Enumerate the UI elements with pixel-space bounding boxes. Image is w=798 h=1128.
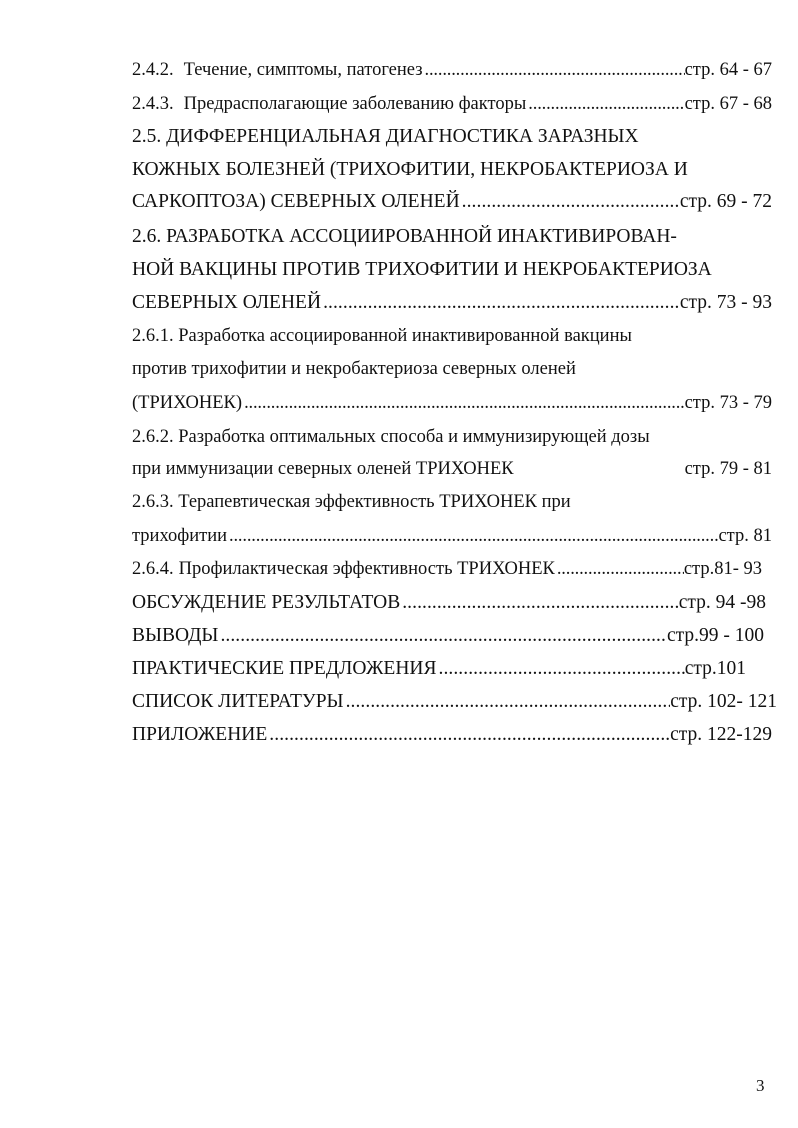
toc-entry-2-6-2-line-1: 2.6.2. Разработка оптимальных способа и иммунизирующей дозы <box>132 427 650 447</box>
page-range: стр. 102- 121 <box>670 691 777 712</box>
leader-dots <box>423 58 685 82</box>
toc-entry-2-5-line-3 <box>132 190 772 214</box>
leader-dots <box>344 690 671 714</box>
toc-entry-2-6-1-line-2: против трихофитии и некробактериоза северных оленей <box>132 359 576 379</box>
toc-entry-2-6-line-2: НОЙ ВАКЦИНЫ ПРОТИВ ТРИХОФИТИИ И НЕКРОБАКТЕРИОЗА <box>132 259 712 280</box>
leader-dots <box>267 723 670 747</box>
page-range: стр. 81 <box>718 526 772 546</box>
toc-entry-2-5-line-2: КОЖНЫХ БОЛЕЗНЕЙ (ТРИХОФИТИИ, НЕКРОБАКТЕРИОЗА И <box>132 159 688 180</box>
section-number: 2.6.4. <box>132 559 174 579</box>
page-range: стр.99 - 100 <box>666 625 764 646</box>
toc-entry-2-6-2-line-2 <box>132 457 772 481</box>
leader-dots <box>218 624 667 648</box>
section-title: ОБСУЖДЕНИЕ РЕЗУЛЬТАТОВ <box>132 592 401 613</box>
toc-entry-2-5-line-1: 2.5. ДИФФЕРЕНЦИАЛЬНАЯ ДИАГНОСТИКА ЗАРАЗНЫХ <box>132 126 639 147</box>
section-title: СЕВЕРНЫХ ОЛЕНЕЙ <box>132 292 322 313</box>
toc-entry-practical-proposals <box>132 657 746 681</box>
toc-entry-2-6-3-line-2 <box>132 524 772 548</box>
section-title: САРКОПТОЗА) СЕВЕРНЫХ ОЛЕНЕЙ <box>132 191 460 212</box>
toc-entry-2-4-3 <box>132 92 772 116</box>
section-number: 2.4.3. <box>132 94 174 114</box>
section-title: ВЫВОДЫ <box>132 625 219 646</box>
section-title: Предрасполагающие заболеванию факторы <box>183 94 527 114</box>
toc-entry-conclusions <box>132 624 764 648</box>
toc-entry-2-4-2 <box>132 58 772 82</box>
toc-entry-appendix <box>132 723 772 747</box>
page-range: стр. 69 - 72 <box>679 191 772 212</box>
leader-dots <box>526 92 684 116</box>
leader-dots <box>555 557 684 581</box>
page-range: стр. 64 - 67 <box>684 60 772 80</box>
toc-entry-2-6-line-3 <box>132 291 772 315</box>
page-range: стр. 122-129 <box>670 724 772 745</box>
section-title: ПРИЛОЖЕНИЕ <box>132 724 268 745</box>
toc-entry-references <box>132 690 777 714</box>
leader-dots <box>400 591 678 615</box>
page-range: стр. 79 - 81 <box>684 459 772 479</box>
section-title: Течение, симптомы, патогенез <box>183 60 423 80</box>
leader-dots <box>460 190 680 214</box>
section-title: СПИСОК ЛИТЕРАТУРЫ <box>132 691 344 712</box>
toc-entry-2-6-4 <box>132 557 762 581</box>
page-range: стр.81- 93 <box>683 559 762 579</box>
section-title: трихофитии <box>132 526 228 546</box>
toc-entry-discussion <box>132 591 766 615</box>
leader-dots <box>321 291 680 315</box>
page-range: стр. 94 -98 <box>678 592 766 613</box>
section-title: Профилактическая эффективность ТРИХОНЕК <box>178 559 555 579</box>
section-number: 2.4.2. <box>132 60 174 80</box>
page-range: стр. 73 - 79 <box>684 393 772 413</box>
section-title: при иммунизации северных оленей ТРИХОНЕК <box>132 459 514 479</box>
page-range: стр.101 <box>684 658 746 679</box>
toc-entry-2-6-1-line-1: 2.6.1. Разработка ассоциированной инактивированной вакцины <box>132 326 632 346</box>
toc-entry-2-6-1-line-3 <box>132 391 772 415</box>
leader-dots <box>437 657 685 681</box>
page-range: стр. 67 - 68 <box>684 94 772 114</box>
page-number: 3 <box>756 1076 765 1095</box>
section-title: (ТРИХОНЕК) <box>132 393 243 413</box>
toc-entry-2-6-line-1: 2.6. РАЗРАБОТКА АССОЦИИРОВАННОЙ ИНАКТИВИРОВАН- <box>132 226 677 247</box>
page-range: стр. 73 - 93 <box>679 292 772 313</box>
section-title: ПРАКТИЧЕСКИЕ ПРЕДЛОЖЕНИЯ <box>132 658 437 679</box>
toc-entry-2-6-3-line-1: 2.6.3. Терапевтическая эффективность ТРИХОНЕК при <box>132 492 571 512</box>
leader-dots <box>227 524 718 548</box>
leader-dots <box>242 391 685 415</box>
